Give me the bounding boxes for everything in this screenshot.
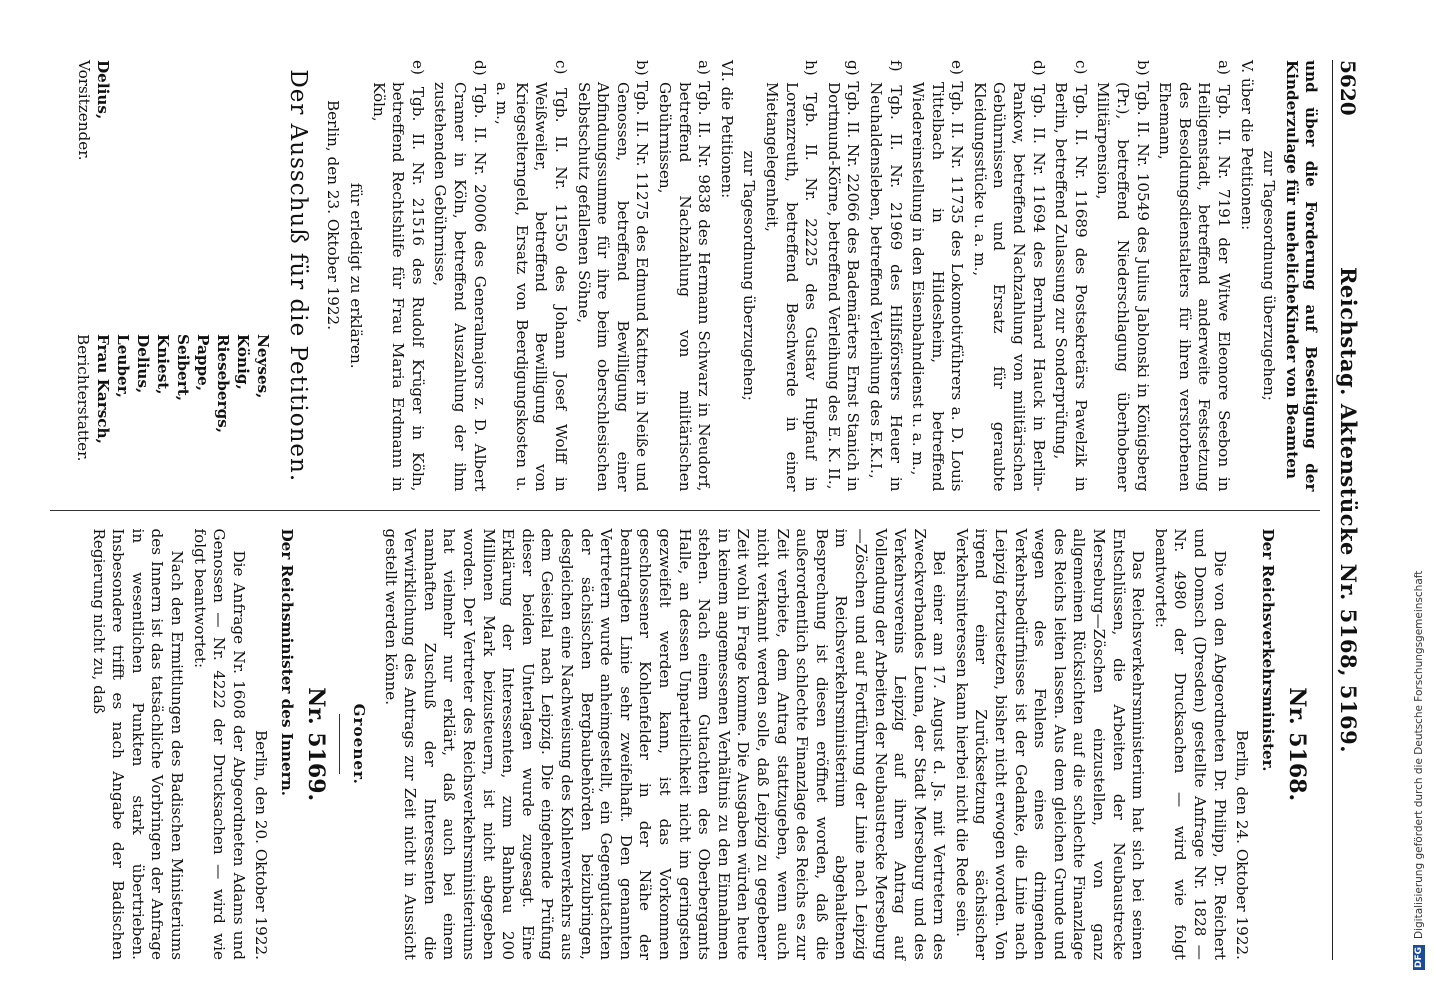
columns: [50, 60, 1320, 960]
answer-paragraph: Nach den Ermittlungen des Badischen Ministeriums des Innern ist das tatsächliche Vorbringen der Anfrage in wesentlichen Punkten stark übertrieben. Insbesondere trifft es nach Angabe der Badischen Regierung nicht zu, daß: [89, 528, 186, 960]
signer-name: König,: [234, 334, 253, 390]
running-head: [1332, 60, 1361, 960]
petition-item: c) Tgb. II. Nr. 11689 des Postsekretärs Pawelzik in Berlin, betreffend Zulassung zur Sonderprüfung,: [1052, 60, 1090, 492]
answer-paragraph: Die Anfrage Nr. 1608 der Abgeordneten Adams und Genossen — Nr. 4222 der Drucksachen — wird wie folgt beantwortet:: [190, 528, 248, 960]
petition-item: e) Tgb. II. Nr. 21516 des Rudolf Krüger in Köln, betreffend Rechtshilfe für Frau Maria Erdmann in Köln,: [369, 60, 427, 492]
right-column: [50, 529, 1320, 961]
answer-5169: [88, 529, 248, 961]
date-5169: Berlin, den 20. Oktober 1922.: [252, 729, 271, 960]
petition-item: d) Tgb. II. Nr. 20006 des Generalmajors z. D. Albert Cramer in Köln, betreffend Auszahlung der ihm zustehenden Gebührnisse,: [431, 60, 489, 492]
digitization-text: Digitalisierung gefördert durch die Deutsche Forschungsgemeinschaft: [1413, 570, 1425, 939]
committee-heading: Der Ausschuß für die Petitionen.: [284, 69, 311, 483]
chair-signature: [73, 60, 112, 161]
answer-paragraph: Das Reichsverkehrsministerium hat sich bei seinen Entschlüssen, die Arbeiten der Neubaustrecke Merseburg—Zöschen einzustellen, von ganz allgemeinen Rücksichten auf die schlechte Finanzlage des Reichs leiten lassen. Aus dem gleichen Grunde und wegen des Fehlens eines dringenden Verkehrsbedürfnisses ist der Gedanke, die Linie nach Leipzig fortzusetzen, bisher nicht erwogen worden. Von irgend einer Zurücksetzung sächsischer Verkehrsinteressen kann hierbei nicht die Rede sein.: [952, 528, 1148, 960]
petition-item: c) Tgb. II. Nr. 11550 des Johann Josef Wolff in Weißweiler, betreffend Bewilligung von Kriegselterngeld, Ersatz von Beerdigungskosten u. a. m.,: [493, 60, 571, 492]
signer-name: Frau Karsch,: [94, 334, 113, 444]
text-line: zur Tagesordnung überzugehen;: [1260, 150, 1279, 401]
left-column: [50, 60, 1320, 511]
text-line: VI. die Petitionen:: [717, 60, 736, 199]
petition-item: b) Tgb. II. Nr. 11275 des Edmund Kattner in Neiße und Genossen, betreffend Bewilligung einer Abfindungssumme für ihre beim oberschlesischen Selbstschutz gefallenen Söhne,: [574, 60, 652, 492]
date-5168: Berlin, den 24. Oktober 1922.: [1233, 729, 1252, 960]
left-column-items: [346, 60, 1321, 492]
signer-name: Berichterstatter.: [74, 334, 93, 462]
petition-item: g) Tgb. II. Nr. 22066 des Bademärters Ernst Stanich in Dortmund-Körne, betreffend Verleihung des E. K. II.,: [824, 60, 863, 492]
signer-name: Riesebergs,: [214, 334, 233, 434]
page-number: 5620: [1336, 60, 1360, 116]
signer-name: Delius,: [134, 334, 153, 394]
petition-item: h) Tgb. II. Nr. 22225 des Gustav Hupfauf in Lorenzreuth, betreffend Beschwerde in einer Mietangelegenheit,: [762, 60, 821, 492]
running-title: Reichstag. Aktenstücke Nr. 5168, 5169.: [1336, 266, 1361, 754]
petition-item: a) Tgb. II. Nr. 9838 des Hermann Schwarz in Neudorf, betreffend Nachzahlung von militärischen Gebührnissen,: [656, 60, 714, 492]
signer-name: Kniest,: [154, 334, 173, 395]
signer-list: [73, 334, 273, 491]
chair-name: Delius,: [94, 60, 113, 120]
answer-5168: [380, 529, 1229, 961]
text-line: zur Tagesordnung überzugehen;: [740, 150, 759, 401]
text-line: für erledigt zu erklären.: [347, 182, 366, 369]
petition-item: e) Tgb. II. Nr. 11735 des Lokomotivführers a. D. Louis Tittelbach in Hildesheim, betreffend Wiedereinstellung in den Eisenbahndienst u. a. m.,: [909, 60, 967, 492]
petition-item: b) Tgb. II. Nr. 10549 des Julius Jablonski in Königsberg (Pr.), betreffend Niederschlagung überhobener Militärpension,: [1094, 60, 1152, 492]
left-date: Berlin, den 23. Oktober 1922.: [324, 100, 343, 331]
text-line: V. über die Petitionen:: [1237, 60, 1256, 231]
signer-name: Neyses,: [254, 334, 273, 399]
heading-nr-5169: Nr. 5169.: [303, 687, 330, 802]
petition-item: a) Tgb. II. Nr. 7191 der Witwe Eleonore Seebon in Heiligenstadt, betreffend anderweite Festsetzung des Besoldungsdienstalters für ihren verstorbenen Ehemann,: [1156, 60, 1234, 492]
signer-name: Pappe,: [194, 334, 213, 392]
answer-paragraph: Die von den Abgeordneten Dr. Philipp, Dr. Reichert und Domsch (Dresden) gestellte Anfrage Nr. 1828 — Nr. 4980 der Drucksachen — wird wie folgt beantwortet:: [1151, 528, 1229, 960]
answer-paragraph: Bei einer am 17. August d. Js. mit Vertretern des Zweckverbandes Leuna, der Stadt Merseburg und des Verkehrsvereins Leipzig auf ihren Antrag auf Vollendung der Arbeiten der Neubaustrecke Merseburg—Zöschen und auf Fortführung der Linie nach Leipzig im Reichsverkehrsministerium abgehaltenen Besprechung ist diesen eröffnet worden, daß die außerordentlich schlechte Finanzlage des Reichs es zur Zeit verbiete, dem Antrag stattzugeben, wenn auch nicht verkannt werden solle, daß Leipzig zu gegebener Zeit wohl in Frage komme. Die Ausgaben würden heute in keinem angemessenen Verhältnis zu den Einnahmen stehen. Nach einem Gutachten des Oberbergamts Halle, an dessen Unparteilichkeit nicht im geringsten gezweifelt werden kann, ist das Vorkommen geschlossener Kohlenfelder in der Nähe der beantragten Linie sehr zweifelhaft. Den genannten Vertretern wurde anheimgestellt, ein Gegengutachten der sächsischen Bergbaubehörden beizubringen, desgleichen eine Nachweisung des Kohlenverkehrs aus dem Geiseltal nach Leipzig. Die eingehende Prüfung dieser beiden Unterlagen wurde zugesagt. Eine Erklärung der Interessenten, zum Bahnbau 200 Millionen Mark beizusteuern, ist nicht abgegeben worden. Der Vertreter des Reichsverkehrsministeriums hat vielmehr nur erklärt, daß auch bei einem namhaften Zuschuß der Interessenten die Verwirklichung des Antrags zur Zeit nicht in Aussicht gestellt werden könne.: [381, 528, 949, 960]
signature-groener: Groener.: [350, 703, 369, 785]
signatures: [73, 60, 273, 492]
signer-name: Leuber,: [114, 334, 133, 398]
dfg-logo: DFG: [1414, 946, 1424, 968]
digitization-note: [1408, 10, 1430, 970]
petition-item: f) Tgb. II. Nr. 21969 des Hilfsförsters Heuer in Neuhaldensleben, betreffend Verleihung des E.K.I.,: [866, 60, 905, 492]
petition-item: d) Tgb. II. Nr. 11694 des Bernhard Hauck in Berlin-Pankow, betreffend Nachzahlung von militärischen Gebührnissen und Ersatz für geraubte Kleidungsstücke u. a. m.,: [970, 60, 1048, 492]
signer-name: Seibert,: [174, 334, 193, 402]
chair-role: Vorsitzender.: [74, 60, 93, 161]
sender-innenminister: Der Reichsminister des Innern.: [277, 528, 296, 796]
divider: [340, 714, 341, 774]
text-line: und über die Forderung auf Beseitigung der Kinderzulage für unehelicheKinder von Beamten: [1282, 60, 1321, 492]
heading-nr-5168: Nr. 5168.: [1284, 687, 1311, 802]
sender-verkehrsminister: Der Reichsverkehrsminister.: [1258, 528, 1277, 772]
